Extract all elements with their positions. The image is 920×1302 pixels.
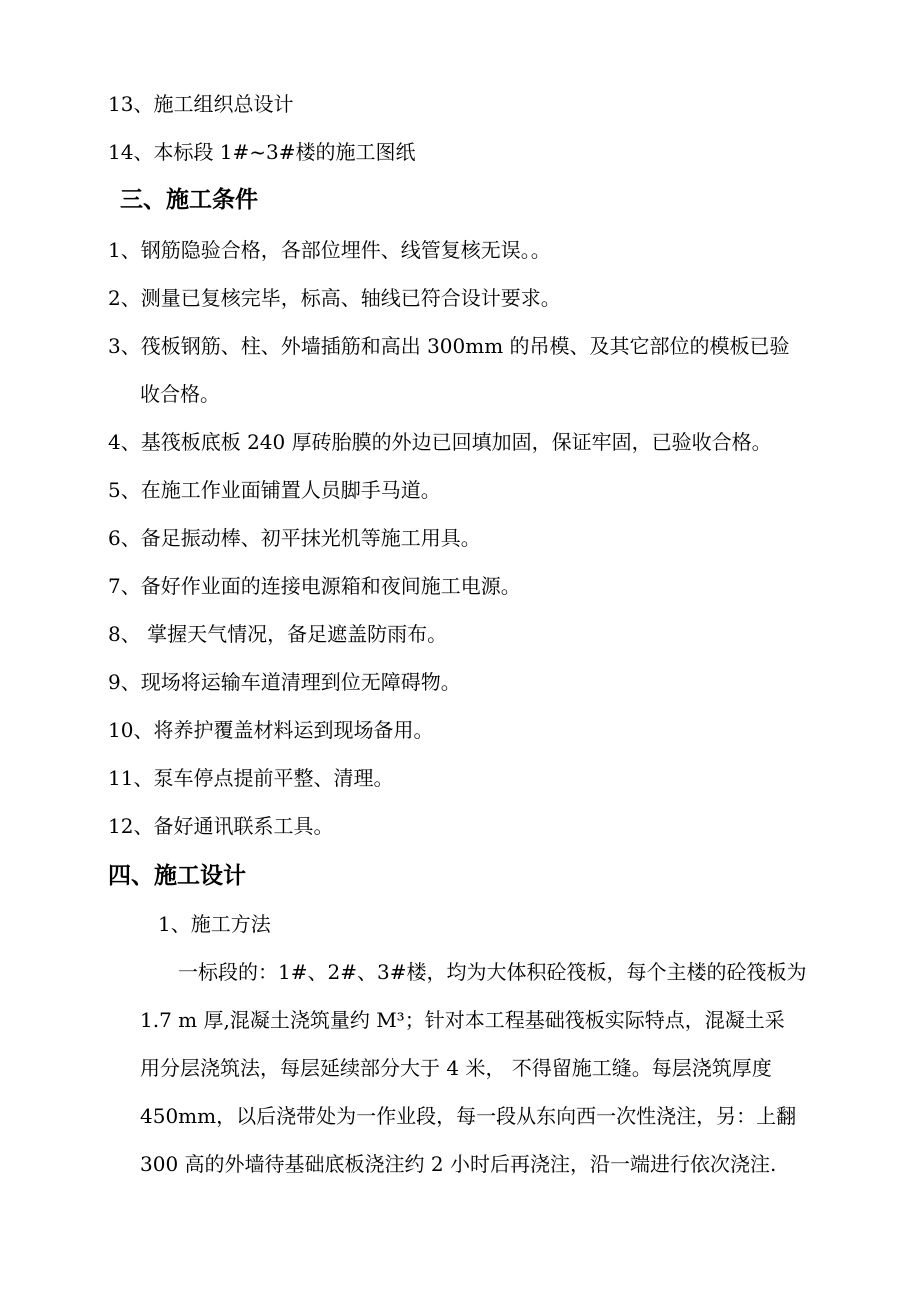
condition-item-7: 7、备好作业面的连接电源箱和夜间施工电源。 (108, 574, 521, 598)
section-heading-construction-conditions: 三、施工条件 (120, 186, 258, 213)
condition-item-9: 9、现场将运输车道清理到位无障碍物。 (108, 670, 461, 694)
condition-item-1: 1、钢筋隐验合格，各部位埋件、线管复核无误。。 (108, 238, 551, 262)
list-item-14: 14、本标段 1#~3#楼的施工图纸 (108, 140, 416, 164)
condition-item-5: 5、在施工作业面铺置人员脚手马道。 (108, 478, 441, 502)
subsection-heading-construction-method: 1、施工方法 (158, 912, 271, 936)
condition-item-10: 10、将养护覆盖材料运到现场备用。 (108, 718, 434, 742)
paragraph-line-3: 用分层浇筑法，每层延续部分大于 4 米， 不得留施工缝。每层浇筑厚度 (140, 1056, 772, 1080)
paragraph-line-1: 一标段的：1#、2#、3#楼，均为大体积砼筏板，每个主楼的砼筏板为 (178, 960, 807, 984)
condition-item-3-continued: 收合格。 (140, 382, 220, 406)
paragraph-line-5: 300 高的外墙待基础底板浇注约 2 小时后再浇注，沿一端进行依次浇注. (140, 1152, 777, 1176)
condition-item-2: 2、测量已复核完毕，标高、轴线已符合设计要求。 (108, 286, 561, 310)
list-item-13: 13、施工组织总设计 (108, 92, 294, 116)
condition-item-3: 3、筏板钢筋、柱、外墙插筋和高出 300mm 的吊模、及其它部位的模板已验 (108, 334, 790, 358)
condition-item-11: 11、泵车停点提前平整、清理。 (108, 766, 394, 790)
section-heading-construction-design: 四、施工设计 (108, 862, 246, 889)
condition-item-12: 12、备好通讯联系工具。 (108, 814, 334, 838)
paragraph-line-2: 1.7 m 厚,混凝土浇筑量约 M³；针对本工程基础筏板实际特点，混凝土采 (140, 1008, 785, 1032)
condition-item-4: 4、基筏板底板 240 厚砖胎膜的外边已回填加固，保证牢固，已验收合格。 (108, 430, 772, 454)
condition-item-6: 6、备足振动棒、初平抹光机等施工用具。 (108, 526, 481, 550)
condition-item-8: 8、 掌握天气情况，备足遮盖防雨布。 (108, 622, 448, 646)
paragraph-line-4: 450mm，以后浇带处为一作业段，每一段从东向西一次性浇注，另：上翻 (140, 1104, 797, 1128)
